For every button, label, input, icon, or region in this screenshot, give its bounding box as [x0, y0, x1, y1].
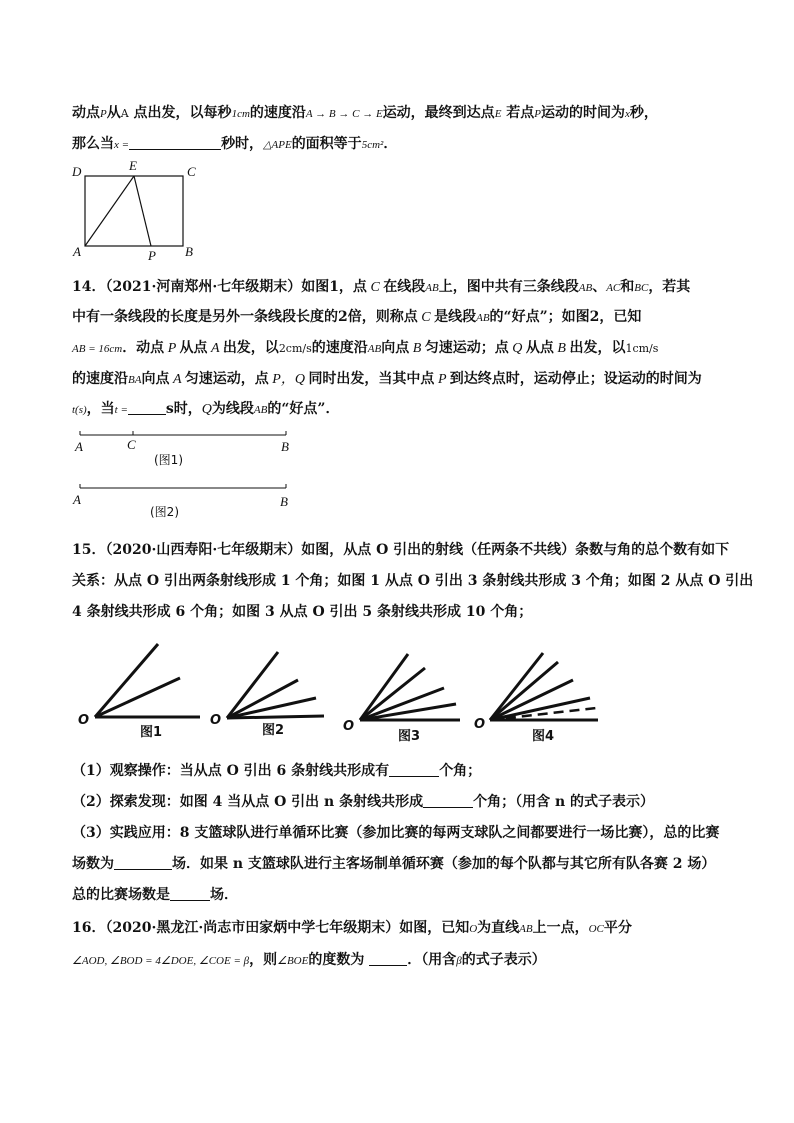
segment-ba: BA	[128, 374, 142, 386]
fig2-caption: (图2)	[150, 505, 179, 519]
label-e: E	[129, 158, 137, 173]
q14-text: 中有一条线段的长度是另外一条线段长度的2倍，则称点	[72, 309, 418, 325]
ray-oc: OC	[588, 923, 604, 935]
segment-ab: AB	[578, 282, 593, 294]
label-p: P	[148, 248, 156, 263]
label-o: O	[210, 713, 222, 728]
q15-text: 个角；	[439, 763, 482, 779]
q15-text: 场数为	[72, 856, 114, 872]
q15-rays-figures	[70, 640, 610, 750]
q15-text: 个角；（用含 n 的式子表示）	[473, 794, 655, 810]
q15-text: （1）观察操作：当从点 O 引出 6 条射线共形成有	[72, 763, 390, 779]
q14-line5	[72, 398, 339, 418]
answer-blank[interactable]	[114, 855, 172, 870]
ray	[95, 678, 180, 717]
q15-part2	[72, 791, 654, 811]
var-pq: P，Q	[268, 372, 309, 387]
q14-text: 同时出发，当其中点	[308, 371, 435, 387]
var-beta: β	[456, 955, 462, 967]
segment-ae	[85, 176, 134, 246]
q14-text: 向点	[381, 340, 410, 356]
answer-blank[interactable]	[129, 135, 221, 150]
segment-bc: BC	[634, 282, 649, 294]
q13-text: 若点	[501, 105, 535, 121]
q14-text: s时，	[165, 401, 202, 417]
q14-text: 的“好点”．	[267, 401, 340, 417]
q16-text: 为直线	[477, 920, 520, 936]
q15-text: 场．	[210, 887, 238, 903]
var-a: A	[169, 372, 185, 387]
label-d: D	[72, 164, 82, 179]
fig1-caption: (图1)	[154, 453, 183, 467]
q14-text: 、	[592, 279, 607, 295]
q13-text: 秒时，	[221, 136, 264, 152]
label-o: O	[78, 713, 90, 728]
var-b: B	[553, 341, 570, 356]
q16-text: ，则	[249, 952, 278, 968]
speed-p: 2cm/s	[278, 342, 312, 355]
segment-ab: AB	[425, 282, 439, 294]
q14-text: 上，图中共有三条线段	[438, 279, 579, 295]
ray	[227, 716, 324, 718]
label-a: A	[73, 492, 81, 507]
var-x: x	[625, 108, 630, 120]
var-q: Q	[201, 402, 212, 417]
var-p: P	[434, 372, 450, 387]
fig-caption: 图4	[532, 729, 555, 744]
speed-q: 1cm/s	[625, 342, 659, 355]
var-c: C	[366, 280, 384, 295]
q15-line1: 15．（2020·山西寿阳·七年级期末）如图，从点 O 引出的射线（任两条不共线）条数与角的总个数有如下	[72, 542, 730, 558]
fig-caption: 图2	[262, 723, 285, 738]
q14-text: 出发，以	[222, 340, 279, 356]
q13-line2	[72, 133, 397, 153]
answer-blank[interactable]	[128, 400, 166, 415]
q15-part3-line1: （3）实践应用：8 支篮球队进行单循环比赛（参加比赛的每两支球队之间都要进行一场比赛），总的比赛	[72, 825, 720, 841]
q14-text: 在线段	[383, 279, 426, 295]
fig-caption: 图3	[398, 729, 421, 744]
q14-text: ，若其	[648, 279, 691, 295]
q14-text: 为线段	[211, 401, 254, 417]
q15-line2: 关系：从点 O 引出两条射线形成 1 个角；如图 1 从点 O 引出 3 条射线共形成 3 个角；如图 2 从点 O 引出	[72, 573, 754, 589]
q14-text: 匀速运动，点	[184, 371, 269, 387]
angle-expression: ∠AOD, ∠BOD = 4∠DOE, ∠COE = β	[72, 955, 250, 967]
q13-text: 点出发，以每秒	[128, 105, 232, 121]
q16-line1	[72, 917, 632, 937]
q13-text: 运动的时间为	[541, 105, 626, 121]
q14-text: 的速度沿	[72, 371, 128, 387]
path-expression: A → B → C → E	[305, 108, 383, 120]
q13-text: 动点	[72, 105, 100, 121]
fig-caption: 图1	[140, 725, 163, 740]
q16-text: ．（用含	[407, 952, 457, 968]
rays-figure-4	[474, 653, 598, 744]
q16-text: 的式子表示）	[461, 952, 546, 968]
q16-line2	[72, 949, 546, 969]
q14-line1	[72, 276, 690, 296]
var-p: P	[164, 341, 180, 356]
time-var: t(s)	[72, 404, 87, 416]
rays-figure-2	[210, 652, 324, 738]
label-b: B	[185, 244, 193, 259]
q14-text: 是线段	[434, 309, 477, 325]
label-a: A	[75, 439, 83, 454]
var-q: Q	[508, 341, 526, 356]
q14-text: 从点	[525, 340, 554, 356]
var-x-eq: x =	[114, 139, 130, 151]
q13-text: 的速度沿	[249, 105, 306, 121]
q16-text: 上一点，	[532, 920, 589, 936]
ray	[95, 644, 158, 717]
q13-text: 那么当	[72, 136, 114, 152]
q13-rectangle-figure	[70, 158, 210, 263]
speed-value: 1cm	[231, 108, 250, 120]
label-c: C	[127, 437, 136, 452]
q14-text: 匀速运动；点	[424, 340, 509, 356]
q14-text: ．动点	[122, 340, 165, 356]
var-a: A	[207, 341, 223, 356]
answer-blank[interactable]	[389, 762, 439, 777]
q15-text: （2）探索发现：如图 4 当从点 O 引出 n 条射线共形成	[72, 794, 424, 810]
area-value: 5cm²	[361, 139, 384, 151]
var-a: A	[120, 107, 129, 120]
var-e: E	[494, 108, 502, 120]
q15-part3-line2	[72, 853, 715, 873]
label-b: B	[280, 494, 288, 509]
q14-line2	[72, 306, 641, 326]
var-c: C	[417, 310, 435, 325]
segment-ab: AB	[476, 312, 490, 324]
label-o: O	[474, 717, 486, 732]
var-o: O	[469, 923, 478, 935]
segment-ep	[134, 176, 151, 246]
q15-text: 场．如果 n 支篮球队进行主客场制单循环赛（参加的每个队都与其它所有队各赛 2 场）	[172, 856, 716, 872]
angle-boe: ∠BOE	[277, 955, 309, 967]
label-b: B	[281, 439, 289, 454]
q14-figure-2	[70, 480, 300, 522]
q15-line3: 4 条射线共形成 6 个角；如图 3 从点 O 引出 5 条射线共形成 10 个角；	[72, 604, 533, 620]
q13-line1	[72, 102, 658, 122]
q14-text: 14．（2021·河南郑州·七年级期末）如图1，点	[72, 279, 367, 295]
q14-text: 到达终点时，运动停止；设运动的时间为	[449, 371, 702, 387]
q16-text: 16．（2020·黑龙江·尚志市田家炳中学七年级期末）如图，已知	[72, 920, 470, 936]
q14-text: 和	[620, 279, 635, 295]
q16-text: 的度数为	[308, 952, 365, 968]
triangle-ape: △APE	[263, 139, 292, 151]
q15-part1	[72, 760, 481, 780]
q13-text: 运动，最终到达点	[382, 105, 495, 121]
ray	[360, 704, 456, 720]
ray	[227, 680, 298, 718]
q13-text: 的面积等于	[291, 136, 362, 152]
line-ab: AB	[519, 923, 533, 935]
q13-text: 秒，	[629, 105, 658, 121]
label-o: O	[343, 719, 355, 734]
q14-text: 的“好点”；如图2，已知	[489, 309, 642, 325]
segment-ab: AB	[367, 343, 382, 355]
answer-blank[interactable]	[369, 951, 407, 966]
var-b: B	[409, 341, 425, 356]
q14-text: 出发，以	[569, 340, 626, 356]
var-p: P	[534, 108, 542, 120]
q14-figure-1	[70, 425, 300, 470]
var-p: P	[100, 108, 107, 120]
label-a: A	[73, 244, 81, 259]
t-eq: t =	[114, 404, 128, 416]
q14-text: 向点	[141, 371, 170, 387]
segment-ab: AB	[253, 404, 268, 416]
q13-text: 从	[106, 105, 121, 121]
rectangle-abcd	[85, 176, 183, 246]
q13-text: ．	[383, 136, 398, 152]
segment-ac: AC	[606, 282, 621, 294]
answer-blank[interactable]	[423, 793, 473, 808]
q15-text: 总的比赛场数是	[72, 887, 170, 903]
q16-text: 平分	[603, 920, 632, 936]
rays-figure-1	[78, 644, 200, 740]
q14-text: ，当	[86, 401, 115, 417]
q14-line4	[72, 368, 702, 388]
q15-part3-line3	[72, 884, 238, 904]
label-c: C	[187, 164, 196, 179]
ab-length: AB = 16cm	[72, 343, 123, 355]
rays-figure-3	[343, 654, 460, 744]
q14-line3	[72, 337, 658, 357]
q14-text: 的速度沿	[311, 340, 368, 356]
answer-blank[interactable]	[170, 886, 210, 901]
q14-text: 从点	[179, 340, 208, 356]
